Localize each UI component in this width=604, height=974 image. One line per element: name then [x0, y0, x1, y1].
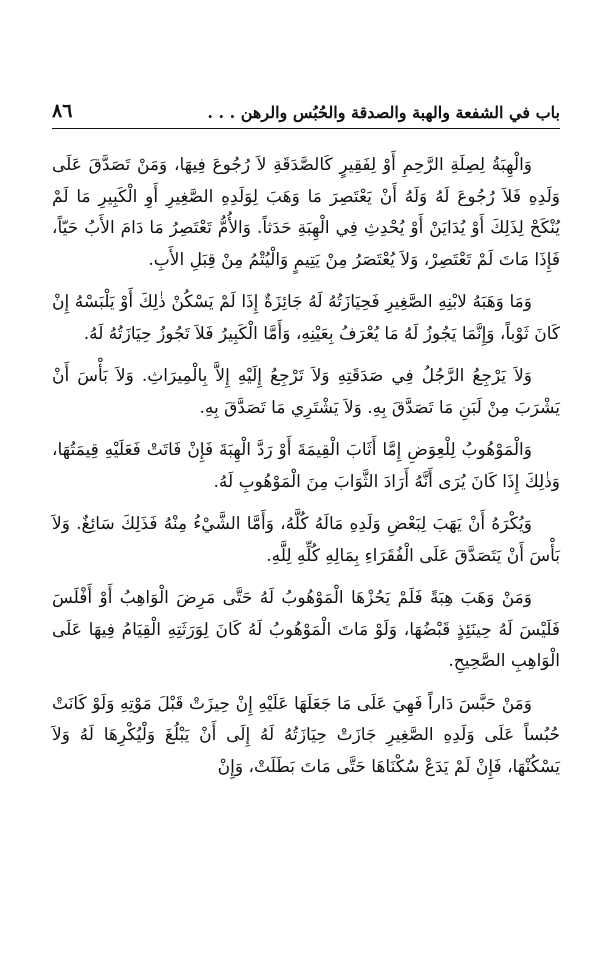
page-body — [52, 150, 560, 794]
paragraph-3: وَلاَ يَرْجِعُ الرَّجُلُ فِي صَدَقَتِهِ وَلاَ تَرْجِعُ إِلَيْهِ إِلاَّ بِالْمِيرَاثِ. وَلاَ بَأْسَ أَنْ يَشْرَبَ مِنْ لَبَنِ مَا تَصَدَّقَ بِهِ. وَلاَ يَشْتَرِي مَا تَصَدَّقَ بِهِ. — [52, 366, 560, 418]
paragraph-1: وَالْهِبَةُ لِصِلَةِ الرَّحِمِ أَوْ لِفَقِيرٍ كَالصَّدَقَةِ لاَ رُجُوعَ فِيهَا، وَمَنْ تَصَدَّقَ عَلَى وَلَدِهِ فَلاَ رُجُوعَ لَهُ وَلَهُ أَنْ يَعْتَصِرَ مَا وَهَبَ لِوَلَدِهِ الصَّغِيرِ أَوِ الْكَبِيرِ مَا لَمْ يُنْكَحْ لِذَلِكَ أَوْ يُدَايَنْ أَوْ يُحْدِثِ فِي الْهِبَةِ حَدَثاً. وَالأُمُّ تَعْتَصِرُ مَا دَامَ الأَبُ حَيّاً، فَإِذَا مَاتَ لَمْ تَعْتَصِرْ، وَلاَ يُعْتَصَرُ مِنْ يَتِيمٍ وَالْيُتْمُ مِنْ قِبَلِ الأَبِ. — [52, 155, 560, 270]
page-number: ٨٦ — [52, 100, 73, 122]
paragraph-7: وَمَنْ حَبَّسَ دَاراً فَهِيَ عَلَى مَا جَعَلَهَا عَلَيْهِ إِنْ حِيزَتْ قَبْلَ مَوْتِهِ وَلَوْ كَانَتْ حُبُساً عَلَى وَلَدِهِ الصَّغِيرِ جَازَتْ حِيَازَتُهُ لَهُ إِلَى أَنْ يَبْلُغَ وَلْيُكْرِهَا لَهُ وَلاَ يَسْكُنْهَا، فَإِنْ لَمْ يَدَعْ سُكْنَاهَا حَتَّى مَاتَ بَطَلَتْ، وَإِنْ — [52, 693, 560, 777]
paragraph-6: وَمَنْ وَهَبَ هِبَةً فَلَمْ يَحُزْهَا الْمَوْهُوبُ لَهُ حَتَّى مَرِضَ الْوَاهِبُ أَوْ أَفْلَسَ فَلَيْسَ لَهُ حِينَئِذٍ قَبْضُهَا، وَلَوْ مَاتَ الْمَوْهُوبُ لَهُ كَانَ لِوَرَثَتِهِ الْقِيَامُ فِيهَا عَلَى الْوَاهِبِ الصَّحِيحِ. — [52, 588, 560, 671]
paragraph-5: وَيُكْرَهُ أَنْ يَهَبَ لِبَعْضِ وَلَدِهِ مَالَهُ كُلَّهُ، وَأَمَّا الشَّيْءُ مِنْهُ فَذَلِكَ سَائِغٌ. وَلاَ بَأْسَ أَنْ يَتَصَدَّقَ عَلَى الْفُقَرَاءِ بِمَالِهِ كُلِّهِ لِلَّهِ. — [52, 514, 560, 566]
running-header — [52, 100, 560, 129]
paragraph-2: وَمَا وَهَبَهُ لابْنِهِ الصَّغِيرِ فَحِيَازَتُهُ لَهُ جَائِزَةٌ إِذَا لَمْ يَسْكُنْ ذٰلِكَ أَوْ يَلْبَسْهُ إِنْ كَانَ ثَوْباً، وَإِنَّمَا يَجُوزُ لَهُ مَا يُعْرَفُ بِعَيْنِهِ، وَأَمَّا الْكَبِيرُ فَلاَ تَجُوزُ حِيَازَتُهُ لَهُ. — [52, 292, 560, 344]
paragraph-4: وَالْمَوْهُوبُ لِلْعِوَضِ إِمَّا أَثَابَ الْقِيمَةَ أَوْ رَدَّ الْهِبَةَ فَإِنْ فَاتَتْ فَعَلَيْهِ قِيمَتُهَا، وَذٰلِكَ إِذَا كَانَ يُرَى أَنَّهُ أَرَادَ الثَّوَابَ مِنَ الْمَوْهُوبِ لَهُ. — [52, 440, 560, 492]
chapter-title: باب في الشفعة والهبة والصدقة والحُبُس والرهن . . . — [207, 103, 560, 122]
